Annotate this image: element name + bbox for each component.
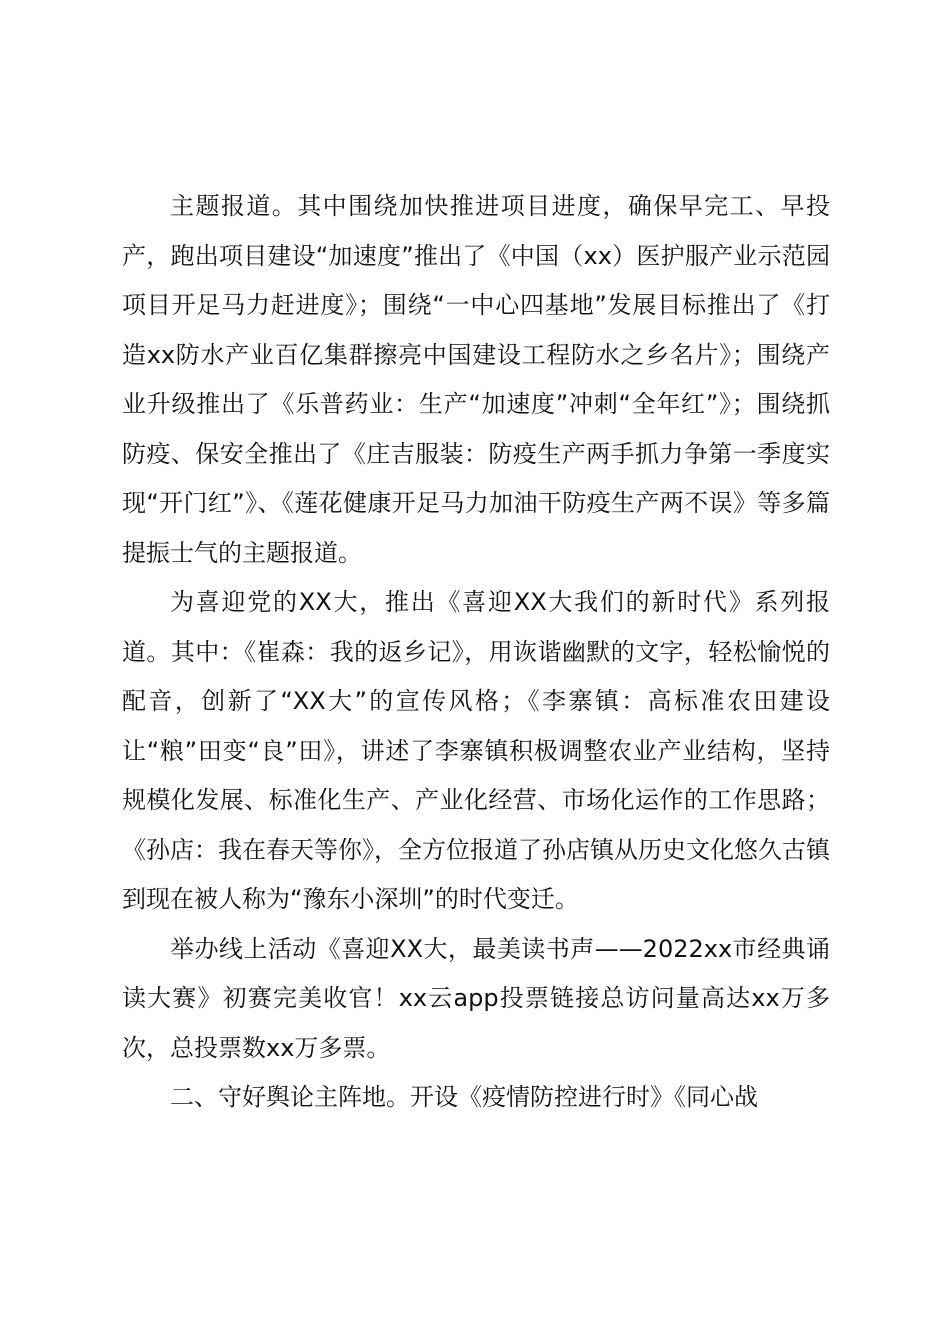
paragraph-public-opinion-heading: 二、守好舆论主阵地。开设《疫情防控进行时》《同心战 (170, 1083, 758, 1111)
paragraph-key-project-reports: 主题报道。其中围绕加快推进项目进度，确保早完工、早投产，跑出项目建设“加速度”推出了《中国（xx）医护服产业示范园项目开足马力赶进度》；围绕“一中心四基地”发展目标推出了《打造xx防水产业百亿集群擦亮中国建设工程防水之乡名片》；围绕产业升级推出了《乐普药业：生产“加速度”冲刺“全年红”》；围绕抓防疫、保安全推出了《庄吉服装：防疫生产两手抓力争第一季度实现“开门红”》、《莲花健康开足马力加油干防疫生产两不误》等多篇提振士气的主题报道。 (122, 192, 830, 567)
paragraph-new-era-series: 为喜迎党的XX大，推出《喜迎XX大我们的新时代》系列报道。其中：《崔森：我的返乡记》，用诙谐幽默的文字，轻松愉悦的配音，创新了“XX大”的宣传风格；《李寨镇：高标准农田建设让“粮”田变“良”田》，讲述了李寨镇积极调整农业产业结构，坚持规模化发展、标准化生产、产业化经营、市场化运作的工作思路；《孙店：我在春天等你》，全方位报道了孙店镇从历史文化悠久古镇到现在被人称为“豫东小深圳”的时代变迁。 (122, 588, 830, 913)
document-body (122, 182, 830, 1123)
paragraph-reading-contest: 举办线上活动《喜迎XX大，最美读书声——2022xx市经典诵读大赛》初赛完美收官！xx云app投票链接总访问量高达xx万多次，总投票数xx万多票。 (122, 934, 830, 1062)
